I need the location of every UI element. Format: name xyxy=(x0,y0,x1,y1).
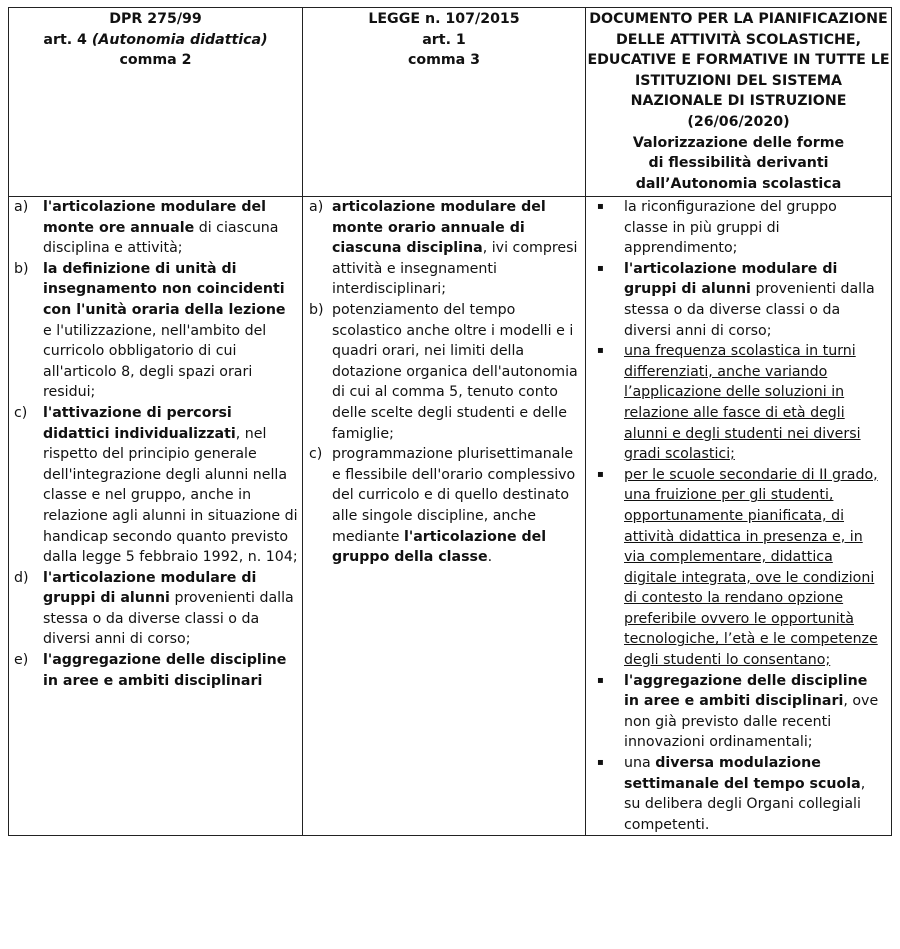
list-marker: c) xyxy=(309,446,323,463)
header-doc-line1: DOCUMENTO PER LA PIANIFICAZIONE xyxy=(589,11,888,27)
header-doc-line9: dall’Autonomia scolastica xyxy=(635,175,842,192)
square-bullet-icon: ▪ xyxy=(597,468,604,480)
item-text: , ove non già previsto dalle recenti innovazioni ordinamentali; xyxy=(624,693,879,751)
header-legge-line2: art. 1 xyxy=(422,31,466,48)
item-bold-text: l'articolazione modulare di gruppi di alunni xyxy=(43,569,257,607)
list-item xyxy=(303,300,585,444)
list-item xyxy=(9,568,302,650)
list-item xyxy=(586,341,891,465)
header-dpr-line2b: (Autonomia didattica) xyxy=(91,31,268,48)
item-text: la riconfigurazione del gruppo classe in più gruppi di apprendimento; xyxy=(624,199,837,257)
header-doc-line5: NAZIONALE DI ISTRUZIONE xyxy=(630,93,847,110)
list-item xyxy=(9,197,302,259)
item-text: di ciascuna disciplina e attività; xyxy=(43,219,279,257)
list-item xyxy=(586,671,891,753)
header-dpr-line1: DPR 275/99 xyxy=(109,11,202,27)
legge-items-cell xyxy=(303,197,586,836)
list-marker: c) xyxy=(14,404,28,421)
header-documento xyxy=(586,8,892,197)
body-row xyxy=(9,197,892,836)
header-dpr xyxy=(9,8,303,197)
list-item xyxy=(586,465,891,671)
item-bold-text: la definizione di unità di insegnamento non coincidenti con l'unità oraria della lezione xyxy=(43,260,286,318)
item-text: provenienti dalla stessa o da diverse classi o da diversi anni di corso; xyxy=(43,590,294,648)
header-legge-line1: LEGGE n. 107/2015 xyxy=(368,11,520,27)
item-bold-text: diversa modulazione settimanale del tempo scuola xyxy=(624,755,861,792)
item-bold-text: l'articolazione modulare di gruppi di alunni xyxy=(624,260,838,298)
square-bullet-icon: ▪ xyxy=(597,674,604,686)
item-bold-text: l'aggregazione delle discipline in aree e ambiti disciplinari xyxy=(624,672,868,710)
list-marker: a) xyxy=(14,199,29,215)
item-bold-text: l'articolazione del gruppo della classe xyxy=(332,528,547,566)
list-item xyxy=(9,259,302,403)
item-bold-text: l'attivazione di percorsi didattici individualizzati xyxy=(43,404,236,442)
item-text: potenziamento del tempo scolastico anche oltre i modelli e i quadri orari, nei limiti della dotazione organica dell'autonomia di cui al comma 5, tenuto conto delle scelte degli studenti e delle famiglie; xyxy=(332,301,578,442)
list-marker: d) xyxy=(14,569,29,586)
item-text: e l'utilizzazione, nell'ambito del curricolo obbligatorio di cui all'articolo 8, degli spazi orari residui; xyxy=(43,322,267,401)
item-bold-text: l'articolazione modulare del monte ore annuale xyxy=(43,199,266,236)
list-marker: b) xyxy=(14,260,29,277)
item-text: una xyxy=(624,755,656,772)
list-item xyxy=(9,650,302,691)
header-legge xyxy=(303,8,586,197)
item-text: provenienti dalla stessa o da diverse classi o da diversi anni di corso; xyxy=(624,281,875,339)
legge-item-list xyxy=(303,197,585,568)
list-item xyxy=(586,753,891,835)
item-underlined-text: una frequenza scolastica in turni differenziati, anche variando l’applicazione delle soluzioni in relazione alle fasce di età degli alunni e degli studenti nei diversi gradi scolastici; xyxy=(624,343,861,463)
list-marker: b) xyxy=(309,301,324,318)
list-item xyxy=(9,403,302,568)
header-doc-line8: di flessibilità derivanti xyxy=(648,155,829,172)
header-doc-line6: (26/06/2020) xyxy=(687,113,790,130)
documento-item-list xyxy=(586,197,891,835)
list-item xyxy=(586,197,891,259)
header-row xyxy=(9,8,892,197)
item-text: programmazione plurisettimanale e flessibile dell'orario complessivo del curricolo e di quello destinato alle singole discipline, anche mediante xyxy=(332,446,576,545)
header-legge-line3: comma 3 xyxy=(407,52,481,69)
header-doc-line7: Valorizzazione delle forme xyxy=(632,134,845,151)
header-dpr-line3: comma 2 xyxy=(119,52,192,69)
list-marker: a) xyxy=(309,199,324,215)
item-bold-text: l'aggregazione delle discipline in aree e ambiti disciplinari xyxy=(43,652,287,689)
list-item xyxy=(586,259,891,341)
comparison-table xyxy=(8,7,892,836)
item-text-end: , su delibera degli Organi collegiali competenti. xyxy=(624,775,866,833)
item-underlined-text: per le scuole secondarie di II grado, una fruizione per gli studenti, opportunamente pianificata, di attività didattica in presenza e, in via complementare, didattica digitale integrata, ove le condizioni di contesto la rendano opzione preferibile ovvero le opportunità tecnologiche, l’età e le competenze degli studenti lo consentano; xyxy=(624,466,878,669)
header-doc-line3: EDUCATIVE E FORMATIVE IN TUTTE LE xyxy=(587,52,890,69)
header-doc-line4: ISTITUZIONI DEL SISTEMA xyxy=(634,72,842,89)
header-dpr-line2a: art. 4 xyxy=(43,31,92,48)
header-doc-line2: DELLE ATTIVITÀ SCOLASTICHE, xyxy=(615,31,862,48)
item-text: , ivi compresi attività e insegnamenti interdisciplinari; xyxy=(332,240,578,298)
square-bullet-icon: ▪ xyxy=(597,201,604,212)
list-item xyxy=(303,444,585,568)
item-bold-text: articolazione modulare del monte orario annuale di ciascuna disciplina xyxy=(332,199,546,257)
square-bullet-icon: ▪ xyxy=(597,757,604,769)
square-bullet-icon: ▪ xyxy=(597,262,604,274)
dpr-item-list xyxy=(9,197,302,691)
dpr-items-cell xyxy=(9,197,303,836)
square-bullet-icon: ▪ xyxy=(597,345,604,357)
list-marker: e) xyxy=(14,652,29,669)
item-text: , nel rispetto del principio generale dell'integrazione degli alunni nella classe e nel gruppo, anche in relazione agli alunni in situazione di handicap secondo quanto previsto dalla legge 5 febbraio 1992, n. 104; xyxy=(43,425,298,566)
list-item xyxy=(303,197,585,300)
documento-items-cell xyxy=(586,197,892,836)
item-text-end: . xyxy=(487,549,493,566)
